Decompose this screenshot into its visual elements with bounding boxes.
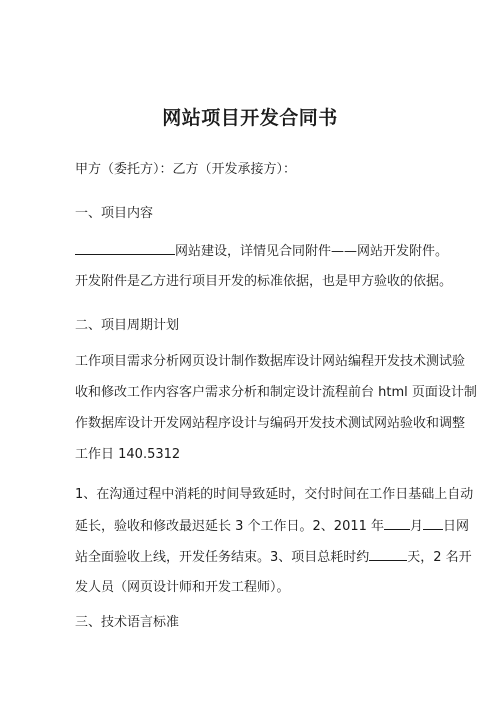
parties-line: 甲方（委托方）：乙方（开发承接方）： [75, 162, 297, 177]
section-1-line-1-text: 网站建设，详情见合同附件——网站开发附件。 [175, 244, 449, 259]
section-2-para-2-line-3-a: 站全面验收上线，开发任务结束。3、项目总耗时约 [75, 550, 370, 565]
fill-in-blank[interactable] [384, 516, 410, 530]
section-2-para-1-line-1: 工作项目需求分析网页设计制作数据库设计网站编程开发技术测试验 [75, 354, 466, 369]
fill-in-blank[interactable] [369, 547, 407, 561]
document-title: 网站项目开发合同书 [162, 107, 338, 129]
section-1-line-1 [75, 241, 449, 262]
section-1-line-2: 开发附件是乙方进行项目开发的标准依据，也是甲方验收的依据。 [75, 274, 453, 289]
section-2-para-1-line-3: 作数据库设计开发网站程序设计与编码开发技术测试网站验收和调整 [75, 416, 466, 431]
fill-in-blank[interactable] [423, 516, 443, 530]
section-2-para-1-line-2: 收和修改工作内容客户需求分析和制定设计流程前台 html 页面设计制 [75, 385, 477, 400]
section-2-para-2-line-1: 1、在沟通过程中消耗的时间导致延时，交付时间在工作日基础上自动 [75, 487, 474, 502]
section-3-heading: 三、技术语言标准 [75, 615, 180, 630]
section-2-para-2-line-3 [75, 547, 472, 568]
section-2-para-1-line-4: 工作日 140.5312 [75, 447, 181, 462]
section-2-para-2-line-2 [75, 516, 470, 537]
section-2-para-2-line-4: 发人员（网页设计师和开发工程师）。 [75, 580, 290, 595]
section-1-heading: 一、项目内容 [75, 206, 154, 221]
section-2-heading: 二、项目周期计划 [75, 318, 180, 333]
fill-in-blank[interactable] [75, 241, 175, 255]
section-2-para-2-line-2-a: 延长，验收和修改最迟延长 3 个工作日。2、2011 年 [75, 519, 385, 534]
section-2-para-2-line-3-b: 天，2 名开 [407, 550, 472, 565]
section-2-para-2-line-2-c: 日网 [443, 519, 470, 534]
section-2-para-2-line-2-b: 月 [410, 519, 424, 534]
